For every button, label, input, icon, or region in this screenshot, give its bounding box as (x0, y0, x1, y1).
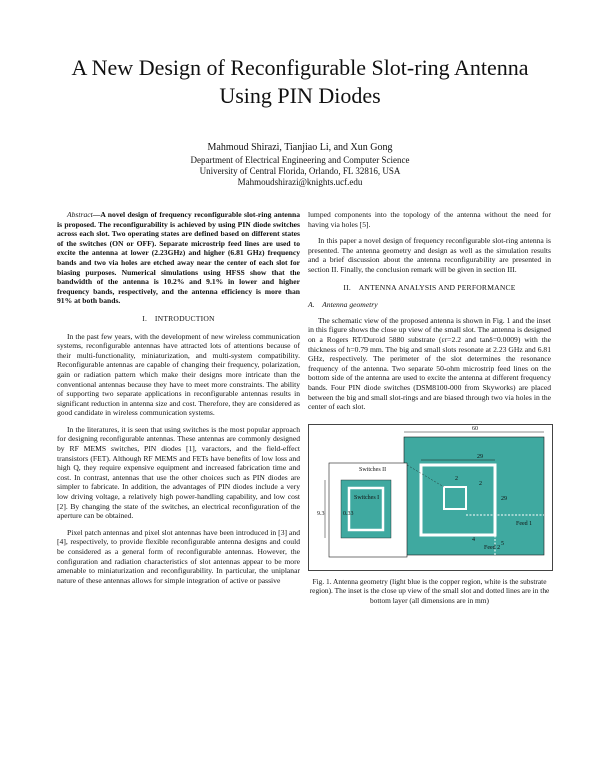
dim-29-right-label: 29 (501, 495, 507, 502)
author-email: Mahmoudshirazi@knights.ucf.edu (237, 177, 363, 187)
abstract-lead: Abstract (67, 210, 93, 219)
dim-93-label: 9.3 (317, 510, 325, 517)
title-line-1: A New Design of Reconfigurable Slot-ring Antenna (71, 55, 529, 80)
continued-paragraph: lumped components into the topology of the antenna without the need for having via holes [5]. (308, 210, 551, 229)
dim-5-label: 5 (501, 540, 504, 547)
abstract-text: —A novel design of frequency reconfigurable slot-ring antenna is proposed. The reconfigurability is achieved by using PIN diode switches across each slot. Two operating states are defined based on different states of the switches (ON or OFF). Separate microstrip feed lines are used to excite the antenna at lower (2.23GHz) and higher (6.81 GHz) frequency bands and two via holes are etched away near the center of each slot for biasing purposes. Numerical simulations using HFSS show that the bandwidth of the antenna is 10.2% and 9.1% in lower and higher frequency bands, respectively, and the antenna efficiency is more than 91% at both bands. (57, 210, 300, 306)
affiliation-line-1: Department of Electrical Engineering and Computer Science (190, 155, 410, 165)
feed-2-label: Feed 2 (484, 544, 501, 551)
geometry-paragraph: The schematic view of the proposed antenna is shown in Fig. 1 and the inset in this figure shows the close up view of the small slot. The antenna is designed on a Rogers RT/Duroid 5880 substrate (εr=2.2 and tanδ=0.0009) with the thickness of h=0.79 mm. The big and small slots resonate at 2.23 GHz and 6.81 GHz, respectively. The perimeter of the slot determines the resonance frequency of the antenna. Two separate 50-ohm microstrip feed lines on the bottom side of the antenna are used to excite the antenna at different frequency bands. Four PIN diode switches (DSM8100-000 from Skyworks) are placed between the big and small slot-rings and are biased through two via holes in the center of each slot. (308, 315, 551, 412)
right-column (308, 210, 551, 605)
dim-4-label: 4 (472, 536, 475, 543)
outline-paragraph: In this paper a novel design of frequency reconfigurable slot-ring antenna is presented. The antenna geometry and design as well as the simulation results and a brief discussion about the antenna reconfigurability are presented in section II. Finally, the conclusion remark will be given in section III. (308, 236, 551, 274)
antenna-geometry-figure (308, 424, 553, 571)
switches-ii-label: Switches II (359, 466, 387, 473)
author-block (0, 142, 600, 188)
intro-paragraph-3: Pixel patch antennas and pixel slot antennas have been introduced in [3] and [4], respectively, to provide flexible reconfigurable antenna designs and could be considered as a general form of reconfigurable antennas. However, the configuration and radiation characteristics of slot antennas appear to be more amenable to miniaturization and reconfigurability. In particular, the uniplanar nature of these antennas allows for simple integration of active or passive (57, 527, 300, 585)
antenna-diagram (309, 425, 552, 570)
dim-29-top-label: 29 (477, 453, 483, 460)
section-heading-analysis: II. ANTENNA ANALYSIS AND PERFORMANCE (343, 282, 516, 292)
affiliation-line-2: University of Central Florida, Orlando, FL 32816, USA (199, 166, 401, 176)
feed-1-label: Feed 1 (516, 520, 533, 527)
title-line-2: Using PIN Diodes (219, 83, 381, 108)
intro-paragraph-2: In the literatures, it is seen that using switches is the most popular approach for designing reconfigurable antennas. These antennas are commonly designed by RF MEMS switches, PIN diodes [1], varactors, and the field-effect transistors (FET). Although RF MEMS and FETs have benefits of low loss and high Q, they require expensive equipment and increased fabrication time and cost. In contrast, antennas that use the other choices such as PIN diodes are simpler to fabricate. In addition, the advantages of PIN diodes include a very low driving voltage, a relatively high power-handling capability, and low cost [2]. By changing the state of the switches, an electrical reconfiguration of the aperture can be obtained. (57, 424, 300, 521)
figure-caption: Fig. 1. Antenna geometry (light blue is the copper region, white is the substrate region). The inset is the close up view of the small slot and dotted lines are in the bottom layer (all dimensions are in mm) (309, 576, 550, 605)
section-heading-introduction: I. INTRODUCTION (142, 313, 215, 323)
dim-2b-label: 2 (479, 480, 482, 487)
author-names: Mahmoud Shirazi, Tianjiao Li, and Xun Gong (207, 142, 393, 153)
intro-paragraph-1: In the past few years, with the development of new wireless communication systems, reconfigurable antennas have attracted lots of attentions because of their multi-functionality, miniaturization, and multi-system compatibility. Reconfigurable antennas are capable of changing their frequency, polarization, gain or radiation pattern which make their designs more intricate than the conventional antennas because they have to meet more constraints. The ability of supporting two separate applications in reconfigurable antennas results in significant reduction in antenna size and cost. Therefore, they are considered as good candidate in wireless communication systems. (57, 331, 300, 418)
abstract (57, 210, 300, 306)
subsection-heading-geometry: A. Antenna geometry (308, 300, 378, 310)
dim-033-label: 0.33 (343, 510, 354, 517)
left-column (57, 210, 300, 592)
paper-title (0, 54, 600, 110)
dim-60-label: 60 (472, 425, 478, 432)
switches-i-label: Switches I (354, 494, 380, 501)
dim-2a-label: 2 (455, 475, 458, 482)
